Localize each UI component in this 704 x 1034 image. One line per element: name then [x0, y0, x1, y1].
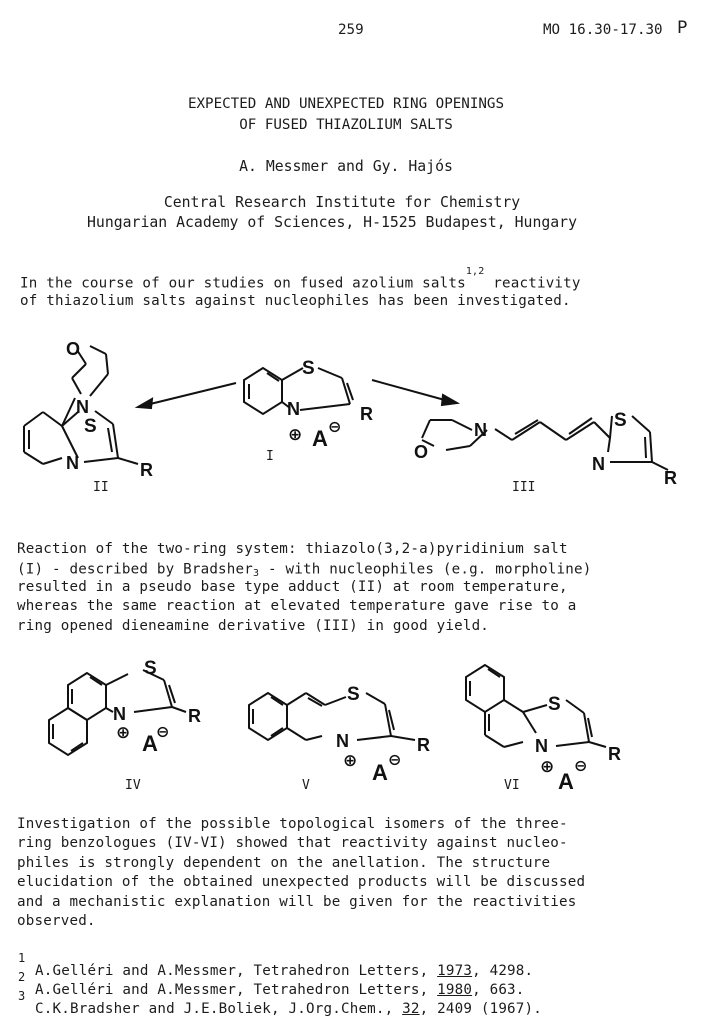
svg-text:N: N	[66, 453, 79, 473]
minus-charge: ⊖	[328, 419, 342, 436]
reference-2-pages: , 663.	[472, 982, 525, 998]
intro-ref: 1,2	[465, 266, 485, 277]
affiliation-line-2: Hungarian Academy of Sciences, H-1525 Budapest, Hungary	[87, 214, 577, 231]
svg-text:R: R	[664, 468, 677, 488]
para3-line-3: philes is strongly dependent on the anellation. The structure	[17, 855, 551, 871]
compound-IV-structure	[49, 658, 201, 756]
svg-text:A: A	[558, 769, 574, 794]
session-time: MO 16.30-17.30	[543, 22, 663, 38]
para2-text-a: (I) - described by Bradsher	[17, 561, 254, 578]
compound-V-structure	[249, 684, 430, 785]
svg-text:⊕: ⊕	[540, 757, 555, 776]
label-V: V	[302, 778, 310, 793]
svg-text:R: R	[360, 404, 373, 424]
svg-text:N: N	[535, 736, 548, 756]
reference-1-pages: , 4298.	[472, 963, 534, 979]
svg-text:S: S	[144, 658, 157, 679]
presentation-type-code: P	[677, 18, 688, 38]
svg-text:⊕: ⊕	[343, 751, 358, 770]
reference-number-1: 1	[18, 951, 26, 965]
svg-text:S: S	[548, 694, 561, 715]
reference-2	[35, 982, 525, 998]
intro-text-a: In the course of our studies on fused azolium salts	[20, 275, 466, 292]
svg-text:S: S	[347, 684, 360, 705]
svg-text:A: A	[142, 731, 158, 756]
label-III: III	[512, 480, 536, 495]
page-number: 259	[338, 22, 364, 38]
svg-text:⊖: ⊖	[574, 758, 588, 775]
para2-line-1: Reaction of the two-ring system: thiazolo(3,2-a)pyridinium salt	[17, 541, 568, 557]
authors: A. Messmer and Gy. Hajós	[239, 158, 453, 175]
svg-text:O: O	[414, 442, 429, 462]
svg-text:N: N	[336, 731, 349, 751]
svg-text:O: O	[66, 339, 81, 359]
para3-line-1: Investigation of the possible topological isomers of the three-	[17, 816, 568, 832]
svg-text:N: N	[113, 704, 126, 724]
affiliation-line-1: Central Research Institute for Chemistry	[163, 194, 521, 211]
plus-charge: ⊕	[288, 425, 303, 444]
svg-text:⊖: ⊖	[388, 752, 402, 769]
para2-text-b: - with nucleophiles (e.g. morpholine)	[259, 561, 592, 578]
svg-text:S: S	[84, 416, 97, 437]
reference-3-volume: 32	[402, 1001, 420, 1017]
para3-line-5: and a mechanistic explanation will be given for the reactivities	[17, 894, 577, 910]
reference-3-text: C.K.Bradsher and J.E.Boliek, J.Org.Chem.,	[35, 1001, 403, 1017]
reference-number-2: 2	[18, 970, 26, 984]
para2-line-5: ring opened dieneamine derivative (III) in good yield.	[17, 618, 490, 634]
anion-A: A	[312, 426, 328, 451]
intro-line-2: of thiazolium salts against nucleophiles has been investigated.	[20, 293, 571, 309]
svg-text:S: S	[614, 410, 627, 431]
intro-text-b: reactivity	[484, 275, 581, 292]
label-II: II	[93, 480, 109, 495]
reference-2-year: 1980	[437, 982, 473, 998]
compound-VI-structure	[466, 665, 621, 794]
reference-1	[35, 963, 533, 979]
svg-text:R: R	[417, 735, 430, 755]
svg-text:A: A	[372, 760, 388, 785]
label-IV: IV	[125, 778, 141, 793]
para3-line-4: elucidation of the obtained unexpected products will be discussed	[17, 874, 586, 890]
label-I: I	[266, 449, 274, 464]
para3-line-6: observed.	[17, 913, 96, 929]
para3-line-2: ring benzologues (IV-VI) showed that reactivity against nucleo-	[17, 835, 568, 851]
label-VI: VI	[504, 778, 520, 793]
reference-2-text: A.Gelléri and A.Messmer, Tetrahedron Letters,	[35, 982, 438, 998]
reference-3	[35, 1001, 542, 1017]
title-line-2: OF FUSED THIAZOLIUM SALTS	[239, 117, 453, 133]
title-line-1: EXPECTED AND UNEXPECTED RING OPENINGS	[187, 96, 505, 112]
svg-text:⊖: ⊖	[156, 724, 170, 741]
svg-text:⊕: ⊕	[116, 723, 131, 742]
svg-text:N: N	[592, 454, 605, 474]
svg-text:N: N	[76, 397, 89, 417]
svg-text:N: N	[474, 420, 487, 440]
reference-3-pages: , 2409 (1967).	[419, 1001, 543, 1017]
svg-text:R: R	[140, 460, 153, 480]
reference-number-3: 3	[18, 989, 26, 1003]
svg-text:R: R	[188, 706, 201, 726]
reference-1-text: A.Gelléri and A.Messmer, Tetrahedron Letters,	[35, 963, 438, 979]
para2-line-3: resulted in a pseudo base type adduct (II) at room temperature,	[17, 579, 568, 595]
reference-1-year: 1973	[437, 963, 473, 979]
para2-line-4: whereas the same reaction at elevated temperature gave rise to a	[17, 598, 577, 614]
svg-text:R: R	[608, 744, 621, 764]
para2-ref: 3	[253, 568, 260, 579]
svg-text:N: N	[287, 399, 300, 419]
atom-S: S	[302, 358, 315, 379]
